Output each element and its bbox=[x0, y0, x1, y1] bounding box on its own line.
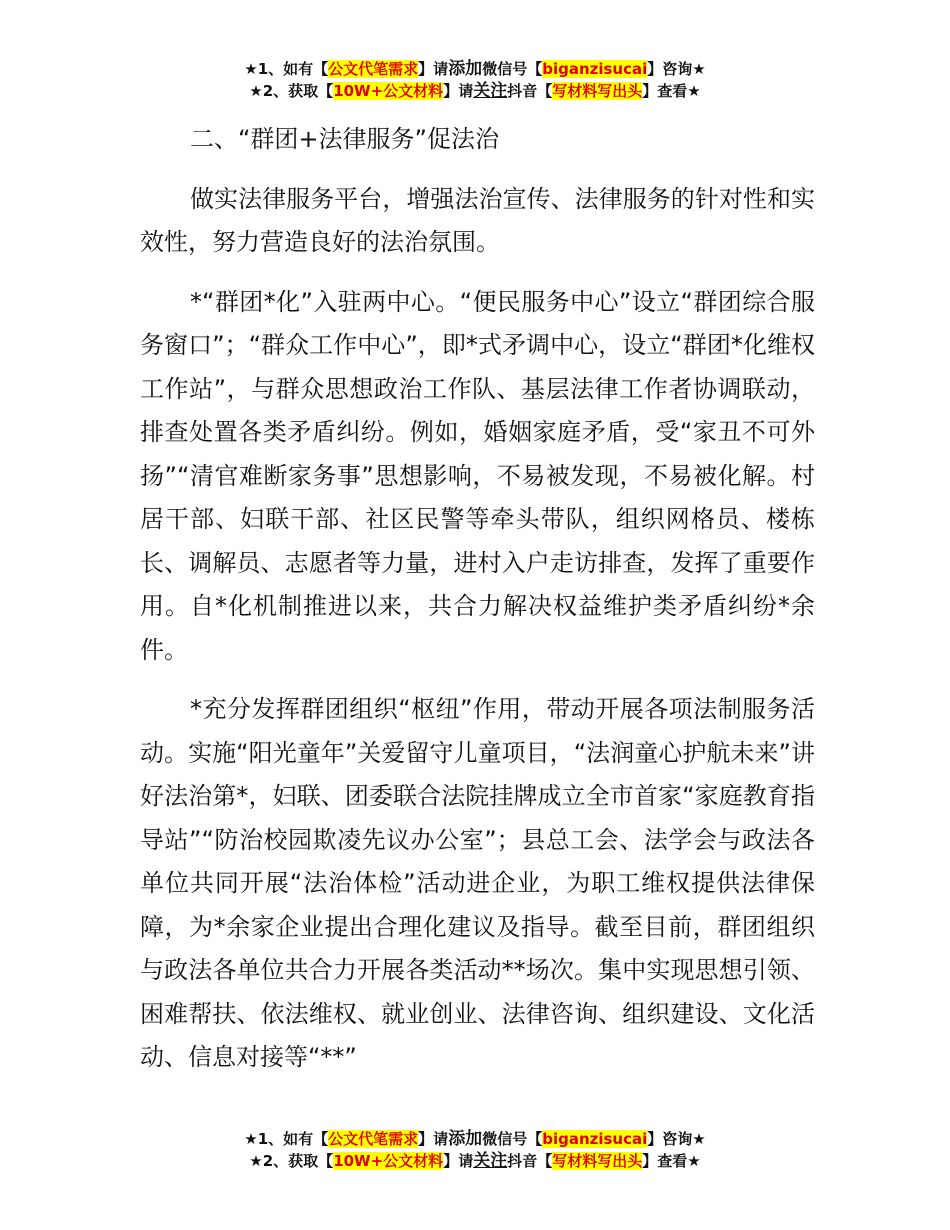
banner-highlight: 10W+公文材料 bbox=[333, 1152, 444, 1170]
banner-highlight: 公文代笔需求 bbox=[328, 1130, 419, 1148]
section-heading: 二、“群团+法律服务”促法治 bbox=[190, 125, 499, 153]
banner-text: 微信号【 bbox=[482, 1130, 543, 1148]
banner-text: 】咨询★ bbox=[647, 60, 706, 78]
banner-emphasis: 关注 bbox=[473, 81, 508, 101]
banner-highlight: 10W+公文材料 bbox=[333, 82, 444, 100]
banner-text: ★1、如有【 bbox=[244, 1130, 329, 1148]
banner-text: ★1、如有【 bbox=[244, 60, 329, 78]
banner-text: 微信号【 bbox=[482, 60, 543, 78]
banner-highlight: biganzisucai bbox=[542, 1130, 648, 1148]
banner-line-1 bbox=[0, 58, 950, 80]
bottom-banner bbox=[0, 1128, 950, 1172]
banner-text: ★2、获取【 bbox=[249, 1152, 334, 1170]
banner-text: 】请 bbox=[443, 1152, 474, 1170]
banner-text: ★2、获取【 bbox=[249, 82, 334, 100]
banner-emphasis: 关注 bbox=[473, 1151, 508, 1171]
paragraph-2: *“群团*化”入驻两中心。“便民服务中心”设立“群团综合服务窗口”；“群众工作中心”，即*式矛调中心，设立“群团*化维权工作站”，与群众思想政治工作队、基层法律工作者协调联动，排查处置各类矛盾纠纷。例如，婚姻家庭矛盾，受“家丑不可外扬”“清官难断家务事”思想影响，不易被发现，不易被化解。村居干部、妇联干部、社区民警等牵头带队，组织网格员、楼栋长、调解员、志愿者等力量，进村入户走访排查，发挥了重要作用。自*化机制推进以来，共合力解决权益维护类矛盾纠纷*余件。 bbox=[140, 287, 815, 664]
banner-emphasis: 添加 bbox=[448, 59, 483, 79]
banner-text: 】查看★ bbox=[642, 1152, 701, 1170]
paragraph-1: 做实法律服务平台，增强法治宣传、法律服务的针对性和实效性，努力营造良好的法治氛围。 bbox=[140, 184, 815, 256]
banner-text: 】查看★ bbox=[642, 82, 701, 100]
document-body bbox=[140, 118, 815, 1096]
banner-text: 抖音【 bbox=[507, 82, 553, 100]
banner-emphasis: 添加 bbox=[448, 1129, 483, 1149]
banner-text: 】请 bbox=[443, 82, 474, 100]
banner-text: 】请 bbox=[418, 1130, 449, 1148]
banner-line-2 bbox=[0, 1150, 950, 1172]
banner-highlight: 写材料写出头 bbox=[552, 1152, 643, 1170]
banner-line-1 bbox=[0, 1128, 950, 1150]
top-banner bbox=[0, 58, 950, 102]
banner-line-2 bbox=[0, 80, 950, 102]
banner-text: 】请 bbox=[418, 60, 449, 78]
banner-highlight: biganzisucai bbox=[542, 60, 648, 78]
banner-highlight: 写材料写出头 bbox=[552, 82, 643, 100]
paragraph-3: *充分发挥群团组织“枢纽”作用，带动开展各项法制服务活动。实施“阳光童年”关爱留守儿童项目，“法润童心护航未来”讲好法治第*，妇联、团委联合法院挂牌成立全市首家“家庭教育指导站”“防治校园欺凌先议办公室”；县总工会、法学会与政法各单位共同开展“法治体检”活动进企业，为职工维权提供法律保障，为*余家企业提出合理化建议及指导。截至目前，群团组织与政法各单位共合力开展各类活动**场次。集中实现思想引领、困难帮扶、依法维权、就业创业、法律咨询、组织建设、文化活动、信息对接等“**” bbox=[140, 695, 815, 1071]
banner-text: 抖音【 bbox=[507, 1152, 553, 1170]
banner-text: 】咨询★ bbox=[647, 1130, 706, 1148]
banner-highlight: 公文代笔需求 bbox=[328, 60, 419, 78]
